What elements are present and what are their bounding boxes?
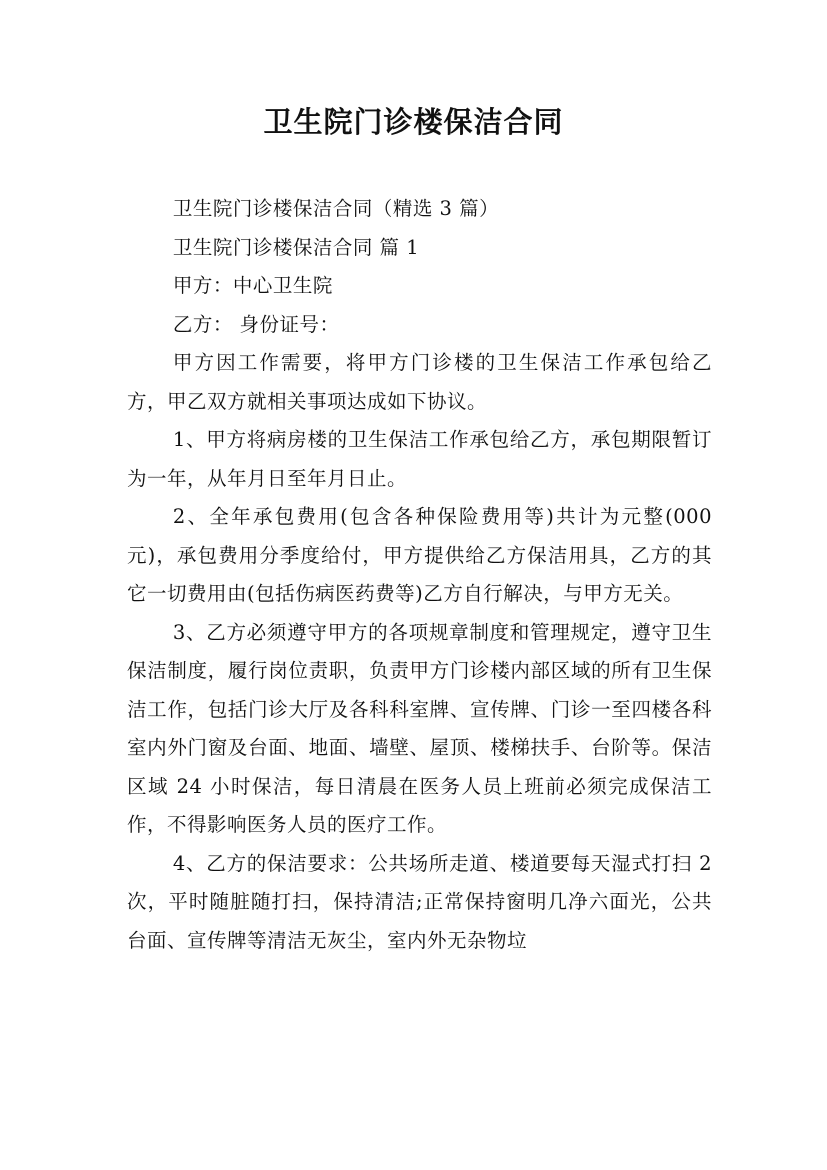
paragraph-intro: 甲方因工作需要，将甲方门诊楼的卫生保洁工作承包给乙方，甲乙双方就相关事项达成如下协议。 — [127, 351, 712, 413]
paragraph-party-a: 甲方：中心卫生院 — [172, 274, 333, 297]
paragraph-clause-3: 3、乙方必须遵守甲方的各项规章制度和管理规定，遵守卫生保洁制度，履行岗位责职，负责甲方门诊楼内部区域的所有卫生保洁工作，包括门诊大厅及各科科室牌、宣传牌、门诊一至四楼各科室内外门窗及台面、地面、墙壁、屋顶、楼梯扶手、台阶等。保洁区域 24 小时保洁，每日清晨在医务人员上班前必须完成保洁工作，不得影响医务人员的医疗工作。 — [127, 620, 712, 836]
document-title: 卫生院门诊楼保洁合同 — [263, 105, 564, 139]
paragraph-subtitle: 卫生院门诊楼保洁合同（精选 3 篇） — [172, 197, 500, 220]
paragraph-clause-2: 2、全年承包费用(包含各种保险费用等)共计为元整(000元)，承包费用分季度给付，甲方提供给乙方保洁用具，乙方的其它一切费用由(包括伤病医药费等)乙方自行解决，与甲方无关。 — [127, 505, 712, 605]
paragraph-section-heading: 卫生院门诊楼保洁合同 篇 1 — [172, 235, 420, 259]
document-body — [127, 190, 712, 960]
paragraph-party-b: 乙方： 身份证号： — [172, 312, 340, 336]
paragraph-clause-4: 4、乙方的保洁要求：公共场所走道、楼道要每天湿式打扫 2 次，平时随脏随打扫，保持清洁;正常保持窗明几净六面光，公共台面、宣传牌等清洁无灰尘，室内外无杂物垃 — [127, 851, 712, 952]
paragraph-clause-1: 1、甲方将病房楼的卫生保洁工作承包给乙方，承包期限暂订为一年，从年月日至年月日止。 — [127, 428, 712, 490]
